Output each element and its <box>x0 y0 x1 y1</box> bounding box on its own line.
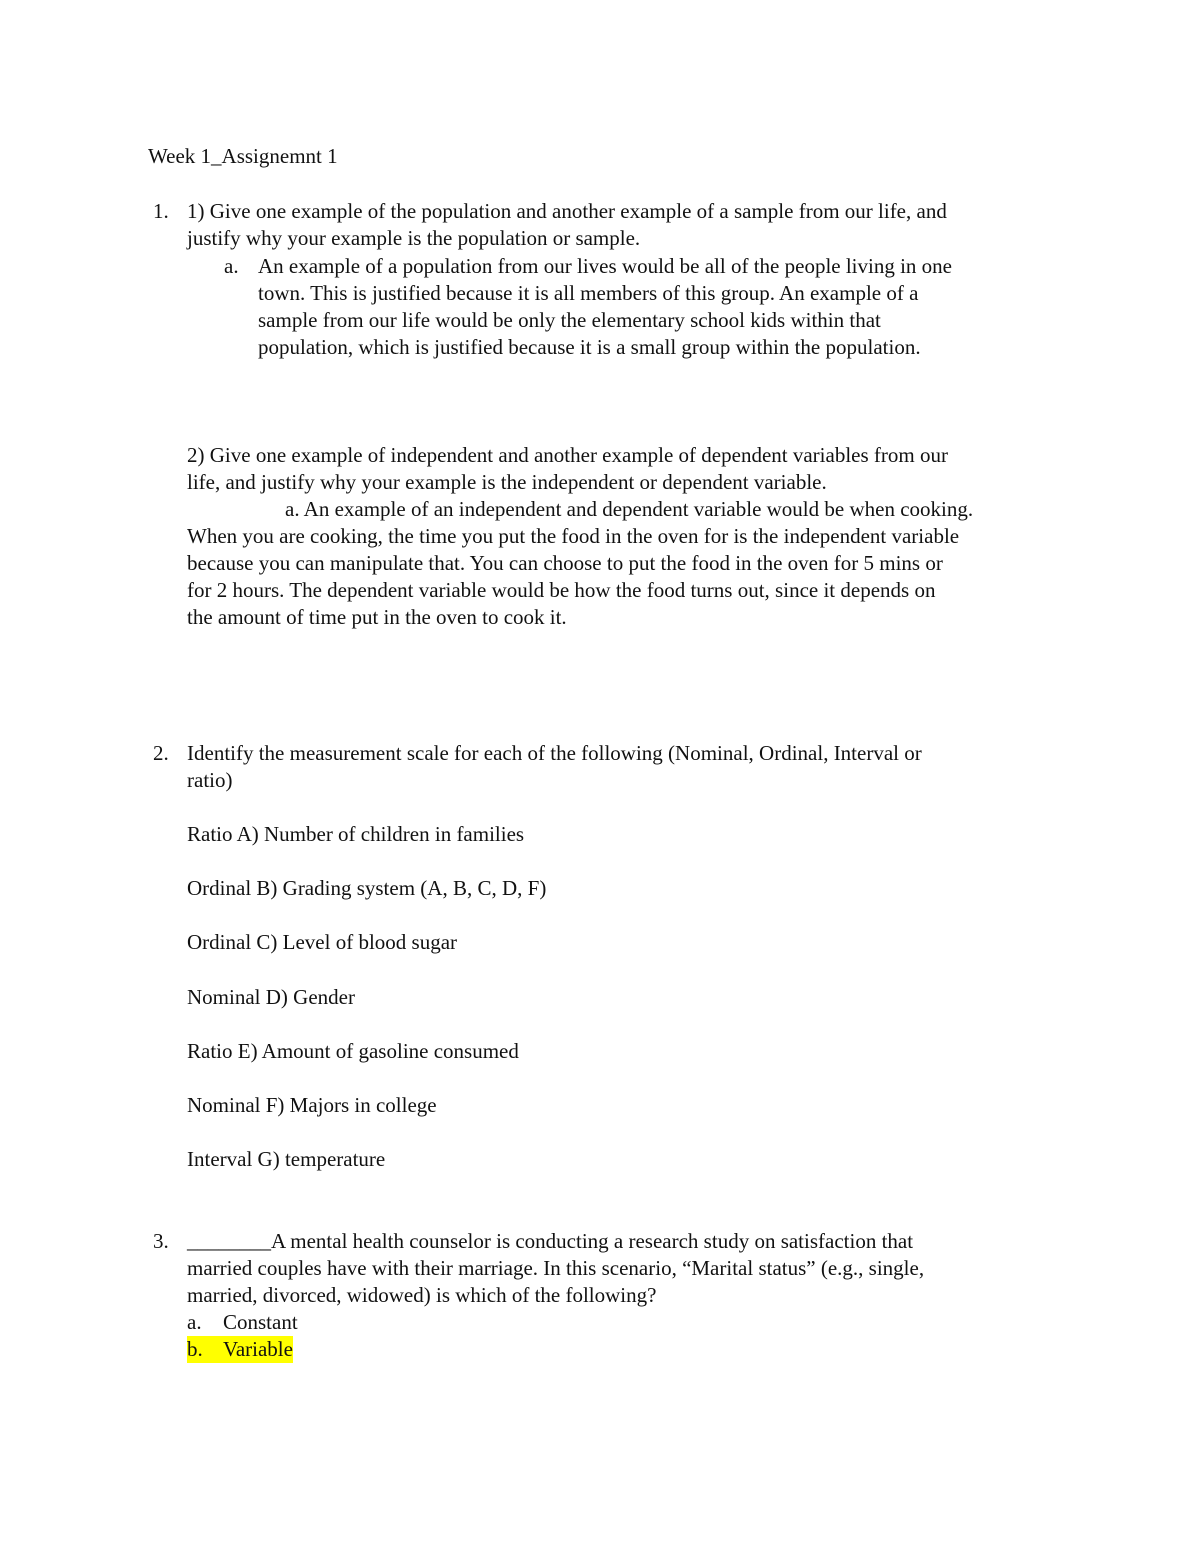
q3-option-a-marker: a. <box>187 1310 202 1334</box>
q1-part2-line-1: 2) Give one example of independent and another example of dependent variables from our <box>187 443 948 467</box>
q3-line-1-text: A mental health counselor is conducting a research study on satisfaction that <box>271 1229 914 1253</box>
q2-number: 2. <box>153 741 169 765</box>
q1-answer-line-4: population, which is justified because it is a small group within the population. <box>258 335 921 359</box>
document-title: Week 1_Assignemnt 1 <box>148 144 338 168</box>
q2-item-e: Ratio E) Amount of gasoline consumed <box>187 1039 519 1063</box>
q2-item-c: Ordinal C) Level of blood sugar <box>187 930 458 954</box>
q1-part1-line-1: 1) Give one example of the population and another example of a sample from our life, and <box>187 199 947 223</box>
q1-answer-line-2: town. This is justified because it is all members of this group. An example of a <box>258 281 919 305</box>
q3-line-3: married, divorced, widowed) is which of the following? <box>187 1283 657 1307</box>
q3-line-2: married couples have with their marriage. In this scenario, “Marital status” (e.g., single, <box>187 1256 925 1280</box>
q1-part2-answer-line-3: because you can manipulate that. You can choose to put the food in the oven for 5 mins or <box>187 551 943 575</box>
q1-part2-answer-line-2: When you are cooking, the time you put the food in the oven for is the independent variable <box>187 524 960 548</box>
q1-answer-line-1: An example of a population from our lives would be all of the people living in one <box>258 254 953 278</box>
q1-part2-answer-line-1: a. An example of an independent and dependent variable would be when cooking. <box>285 497 974 521</box>
q1-answer-marker: a. <box>224 254 239 278</box>
q1-part2-answer-line-4: for 2 hours. The dependent variable would be how the food turns out, since it depends on <box>187 578 936 602</box>
q2-item-b: Ordinal B) Grading system (A, B, C, D, F) <box>187 876 547 900</box>
q3-option-b-marker: b. <box>187 1337 203 1361</box>
q1-number: 1. <box>153 199 169 223</box>
q2-line-2: ratio) <box>187 768 233 792</box>
q2-item-g: Interval G) temperature <box>187 1147 386 1171</box>
q1-part1-line-2: justify why your example is the population or sample. <box>187 226 641 250</box>
q2-line-1: Identify the measurement scale for each of the following (Nominal, Ordinal, Interval or <box>187 741 922 765</box>
q3-answer-blank: ________ <box>187 1229 271 1253</box>
q1-part2-line-2: life, and justify why your example is the independent or dependent variable. <box>187 470 827 494</box>
q2-item-a: Ratio A) Number of children in families <box>187 822 525 846</box>
q3-option-b-label: Variable <box>223 1337 293 1361</box>
q1-answer-line-3: sample from our life would be only the elementary school kids within that <box>258 308 881 332</box>
q3-number: 3. <box>153 1229 169 1253</box>
q3-option-b-highlighted <box>187 1336 293 1363</box>
q1-part2-answer-line-5: the amount of time put in the oven to cook it. <box>187 605 567 629</box>
q3-option-a-label: Constant <box>223 1310 298 1334</box>
q3-line-1 <box>187 1228 913 1255</box>
q2-item-f: Nominal F) Majors in college <box>187 1093 437 1117</box>
q3-option-a <box>187 1309 298 1336</box>
q2-item-d: Nominal D) Gender <box>187 985 355 1009</box>
